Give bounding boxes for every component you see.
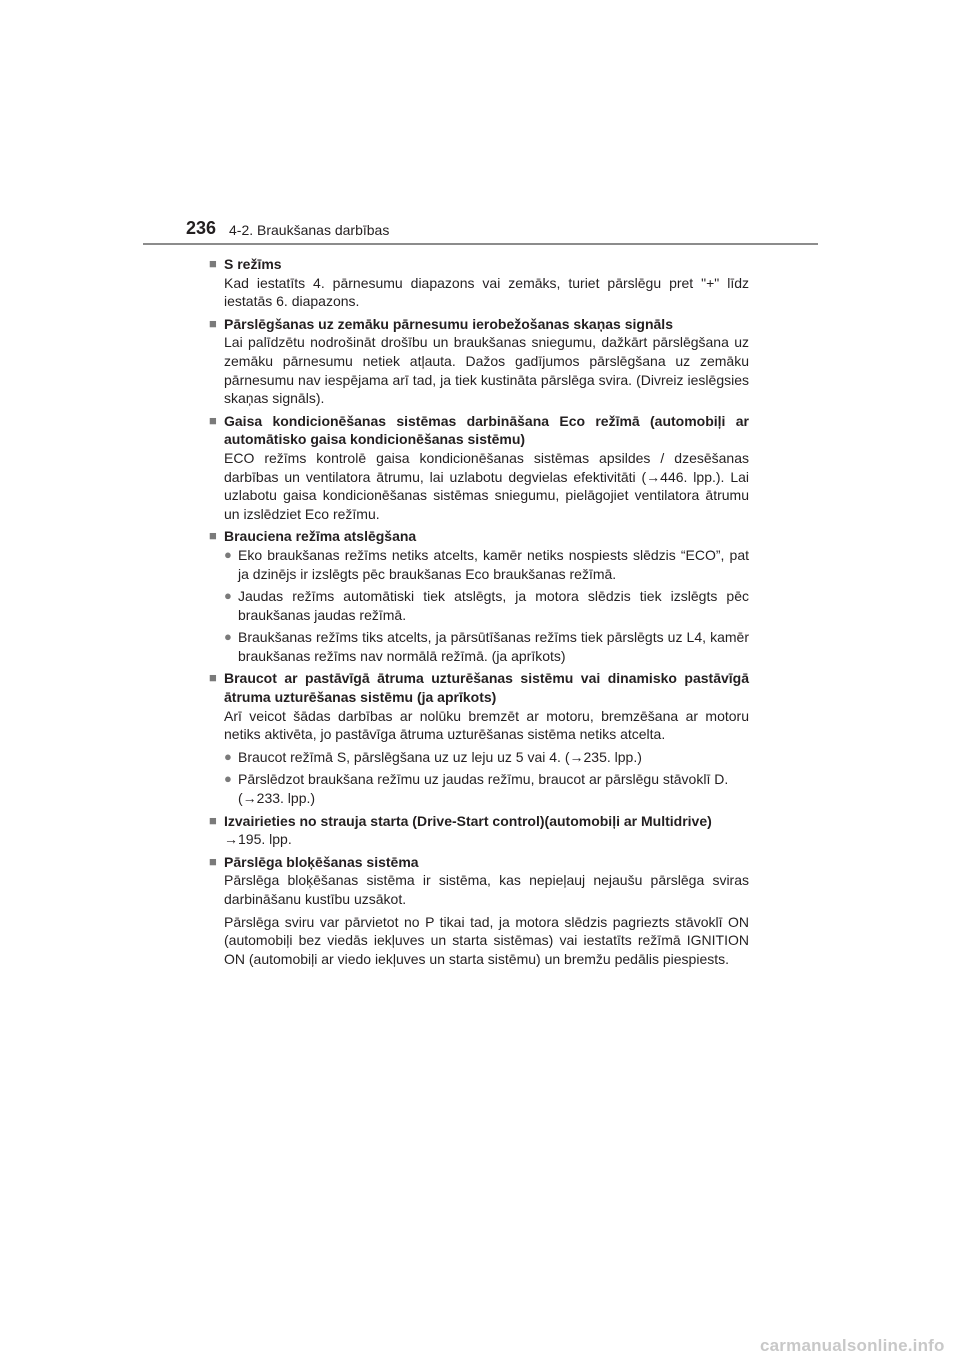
section-paragraph: ECO režīms kontrolē gaisa kondicionēšanas sistēmas apsildes / dzesēšanas darbības un ventilatora ātrumu, lai uzlabotu degvielas efektivitāti (→446. lpp.). Lai uzlabotu gaisa kondicionēšanas sistēmas sniegumu, pielāgojiet ventilatora ātrumu un izslēdziet Eco režīmu. xyxy=(224,449,749,522)
circle-bullet-icon: ● xyxy=(224,546,232,562)
section-shift-lock xyxy=(209,853,749,969)
list-item: ● Pārslēdzot braukšana režīmu uz jaudas režīmu, braucot ar pārslēgu stāvoklī D. xyxy=(224,771,729,788)
list-item: ● Jaudas režīms automātiski tiek atslēgts, ja motora slēdzis tiek izslēgts pēc braukšanas jaudas režīmā. xyxy=(224,588,749,623)
section-paragraph: Pārslēga bloķēšanas sistēma ir sistēma, kas nepieļauj nejaušu pārslēga sviras darbināšanu kustību uzsākot. xyxy=(224,872,749,907)
square-bullet-icon: ■ xyxy=(209,853,217,869)
circle-bullet-icon: ● xyxy=(224,629,232,645)
section-paragraph: Kad iestatīts 4. pārnesumu diapazons vai zemāks, turiet pārslēgu pret "+" līdz iestatās 6. diapazons. xyxy=(224,274,749,310)
list-item: ● Braukšanas režīms tiks atcelts, ja pārsūtīšanas režīms tiek pārslēgts uz L4, kamēr braukšanas režīms nav normālā režīmā. (ja aprīkots) xyxy=(224,629,749,664)
section-drive-start-control xyxy=(209,812,749,849)
square-bullet-icon: ■ xyxy=(209,256,217,271)
circle-bullet-icon: ● xyxy=(224,748,232,764)
square-bullet-icon: ■ xyxy=(209,812,217,828)
square-bullet-icon: ■ xyxy=(209,670,217,686)
page-number: 236 xyxy=(186,218,217,238)
watermark-logo: carmanualsonline.info xyxy=(760,1336,945,1355)
header-divider xyxy=(143,243,818,245)
section-ac-eco xyxy=(209,412,749,524)
section-paragraph: Arī veicot šādas darbības ar nolūku bremzēt ar motoru, bremzēšana ar motoru netiks aktivēta, jo pastāvīga ātruma uzturēšanas sistēma netiks atcelta. xyxy=(224,707,749,743)
section-heading: Pārslēga bloķēšanas sistēma xyxy=(224,853,419,870)
section-heading: Pārslēgšanas uz zemāku pārnesumu ierobežošanas skaņas signāls xyxy=(224,315,673,332)
page-reference: →195. lpp. xyxy=(224,831,292,848)
section-heading: Gaisa kondicionēšanas sistēmas darbināšana Eco režīmā (automobiļi ar automātisko gaisa kondicionēšanas sistēmu) xyxy=(224,412,749,448)
chapter-title: 4-2. Braukšanas darbības xyxy=(229,222,390,238)
page-content xyxy=(209,255,749,972)
square-bullet-icon: ■ xyxy=(209,528,217,544)
section-s-mode xyxy=(209,255,749,311)
section-downshift-signal xyxy=(209,315,749,408)
square-bullet-icon: ■ xyxy=(209,412,217,428)
section-paragraph: Pārslēga sviru var pārvietot no P tikai tad, ja motora slēdzis pagriezts stāvoklī ON (automobiļi bez viedās iekļuves un starta sistēmas) vai iestatīts režīmā IGNITION ON (automobiļi ar viedo iekļuves un starta sistēmu) un bremžu pedālis piespiests. xyxy=(224,913,749,967)
section-heading: S režīms xyxy=(224,256,282,272)
section-drive-mode-cancel xyxy=(209,527,749,665)
page-reference: (→233. lpp.) xyxy=(238,790,316,807)
section-heading: Brauciena režīma atslēgšana xyxy=(224,528,417,545)
section-heading: Izvairieties no strauja starta (Drive-Start control)(automobiļi ar Multidrive) xyxy=(224,812,712,829)
circle-bullet-icon: ● xyxy=(224,588,232,604)
circle-bullet-icon: ● xyxy=(224,771,232,787)
section-paragraph: Lai palīdzētu nodrošināt drošību un braukšanas sniegumu, dažkārt pārslēgšana uz zemāku pārnesumu netiek atļauta. Dažos gadījumos pārslēgšana uz zemāku pārnesumu nav iespējama arī tad, ja tiek kustināta pārslēga svira. (Divreiz ieslēgsies skaņas signāls). xyxy=(224,334,749,407)
list-item: ● Eko braukšanas režīms netiks atcelts, kamēr netiks nospiests slēdzis “ECO”, pat ja dzinējs ir izslēgts pēc braukšanas Eco braukšanas režīmā. xyxy=(224,546,749,582)
section-cruise-control xyxy=(209,669,749,807)
section-heading: Braucot ar pastāvīgā ātruma uzturēšanas sistēmu vai dinamisko pastāvīgā ātruma uzturēšanas sistēmu (ja aprīkots) xyxy=(224,670,749,706)
square-bullet-icon: ■ xyxy=(209,315,217,331)
list-item: ● Braucot režīmā S, pārslēgšana uz uz leju uz 5 vai 4. (→235. lpp.) xyxy=(224,748,642,765)
